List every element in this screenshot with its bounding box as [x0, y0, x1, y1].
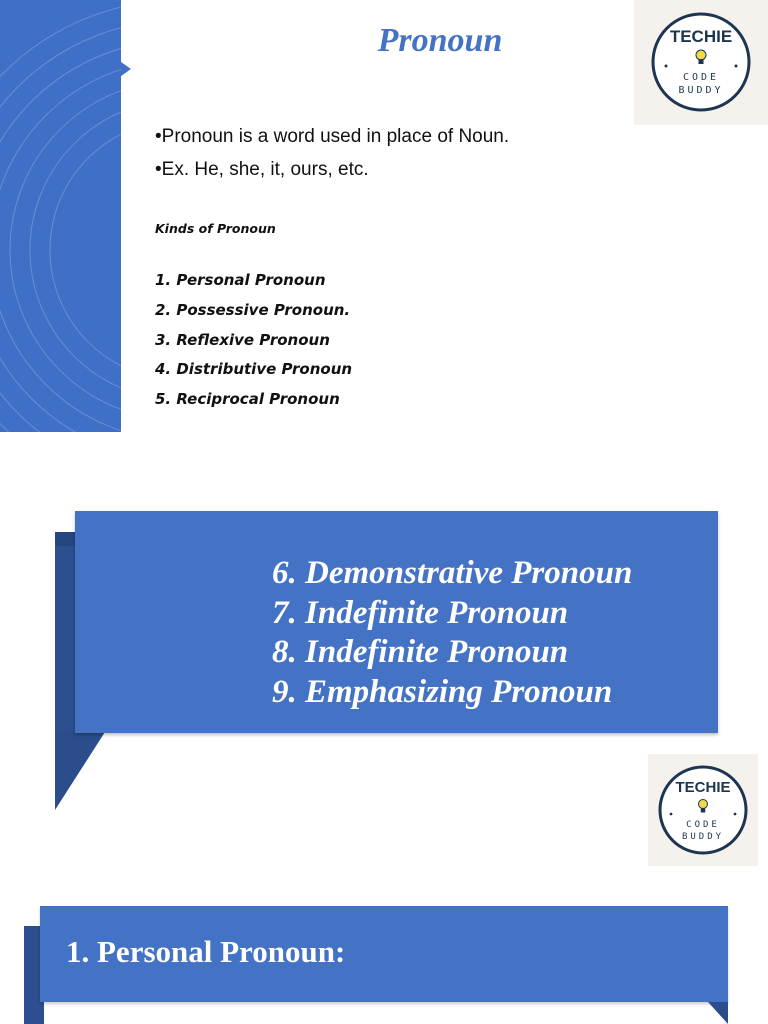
list-item: 2. Possessive Pronoun.: [155, 300, 351, 319]
kinds-list: [155, 266, 352, 415]
list-item: 8. Indefinite Pronoun: [272, 634, 569, 670]
list-item: 9. Emphasizing Pronoun: [272, 673, 613, 710]
list-item: 7. Indefinite Pronoun: [272, 594, 569, 631]
logo-text-top: TECHIE: [675, 779, 731, 796]
list-item: 6. Demonstrative Pronoun: [272, 555, 633, 591]
list-item: 4. Distributive Pronoun: [155, 360, 353, 379]
logo-text-top: TECHIE: [669, 27, 733, 46]
definition-bullet: •Pronoun is a word used in place of Noun.: [155, 126, 510, 147]
banner-fold: [55, 532, 75, 732]
banner-fold-tail: [55, 732, 105, 810]
example-bullet: •Ex. He, she, it, ours, etc.: [155, 159, 369, 180]
swirl-lines-decoration: [0, 0, 121, 432]
banner-fold-top: [55, 532, 75, 546]
section-title: 1. Personal Pronoun:: [66, 934, 346, 969]
techie-code-buddy-logo: [648, 754, 758, 866]
list-item: 1. Personal Pronoun: [155, 271, 326, 289]
definition-list: [155, 120, 509, 186]
panel-notch: [121, 62, 131, 76]
kinds-heading: Kinds of Pronoun: [155, 221, 276, 236]
logo-text-bottom: BUDDY: [678, 85, 724, 96]
decorative-side-panel: [0, 0, 121, 432]
list-item: 3. Reflexive Pronoun: [155, 330, 330, 349]
pronoun-list-continued: [272, 554, 632, 712]
techie-code-buddy-logo: [634, 0, 768, 125]
logo-text-bottom: BUDDY: [681, 832, 725, 842]
logo-text-middle: CODE: [682, 72, 720, 83]
slide-title: Pronoun: [377, 22, 503, 59]
banner-fold-right: [708, 1002, 728, 1024]
logo-text-middle: CODE: [686, 820, 720, 830]
list-item: 5. Reciprocal Pronoun: [155, 390, 340, 409]
